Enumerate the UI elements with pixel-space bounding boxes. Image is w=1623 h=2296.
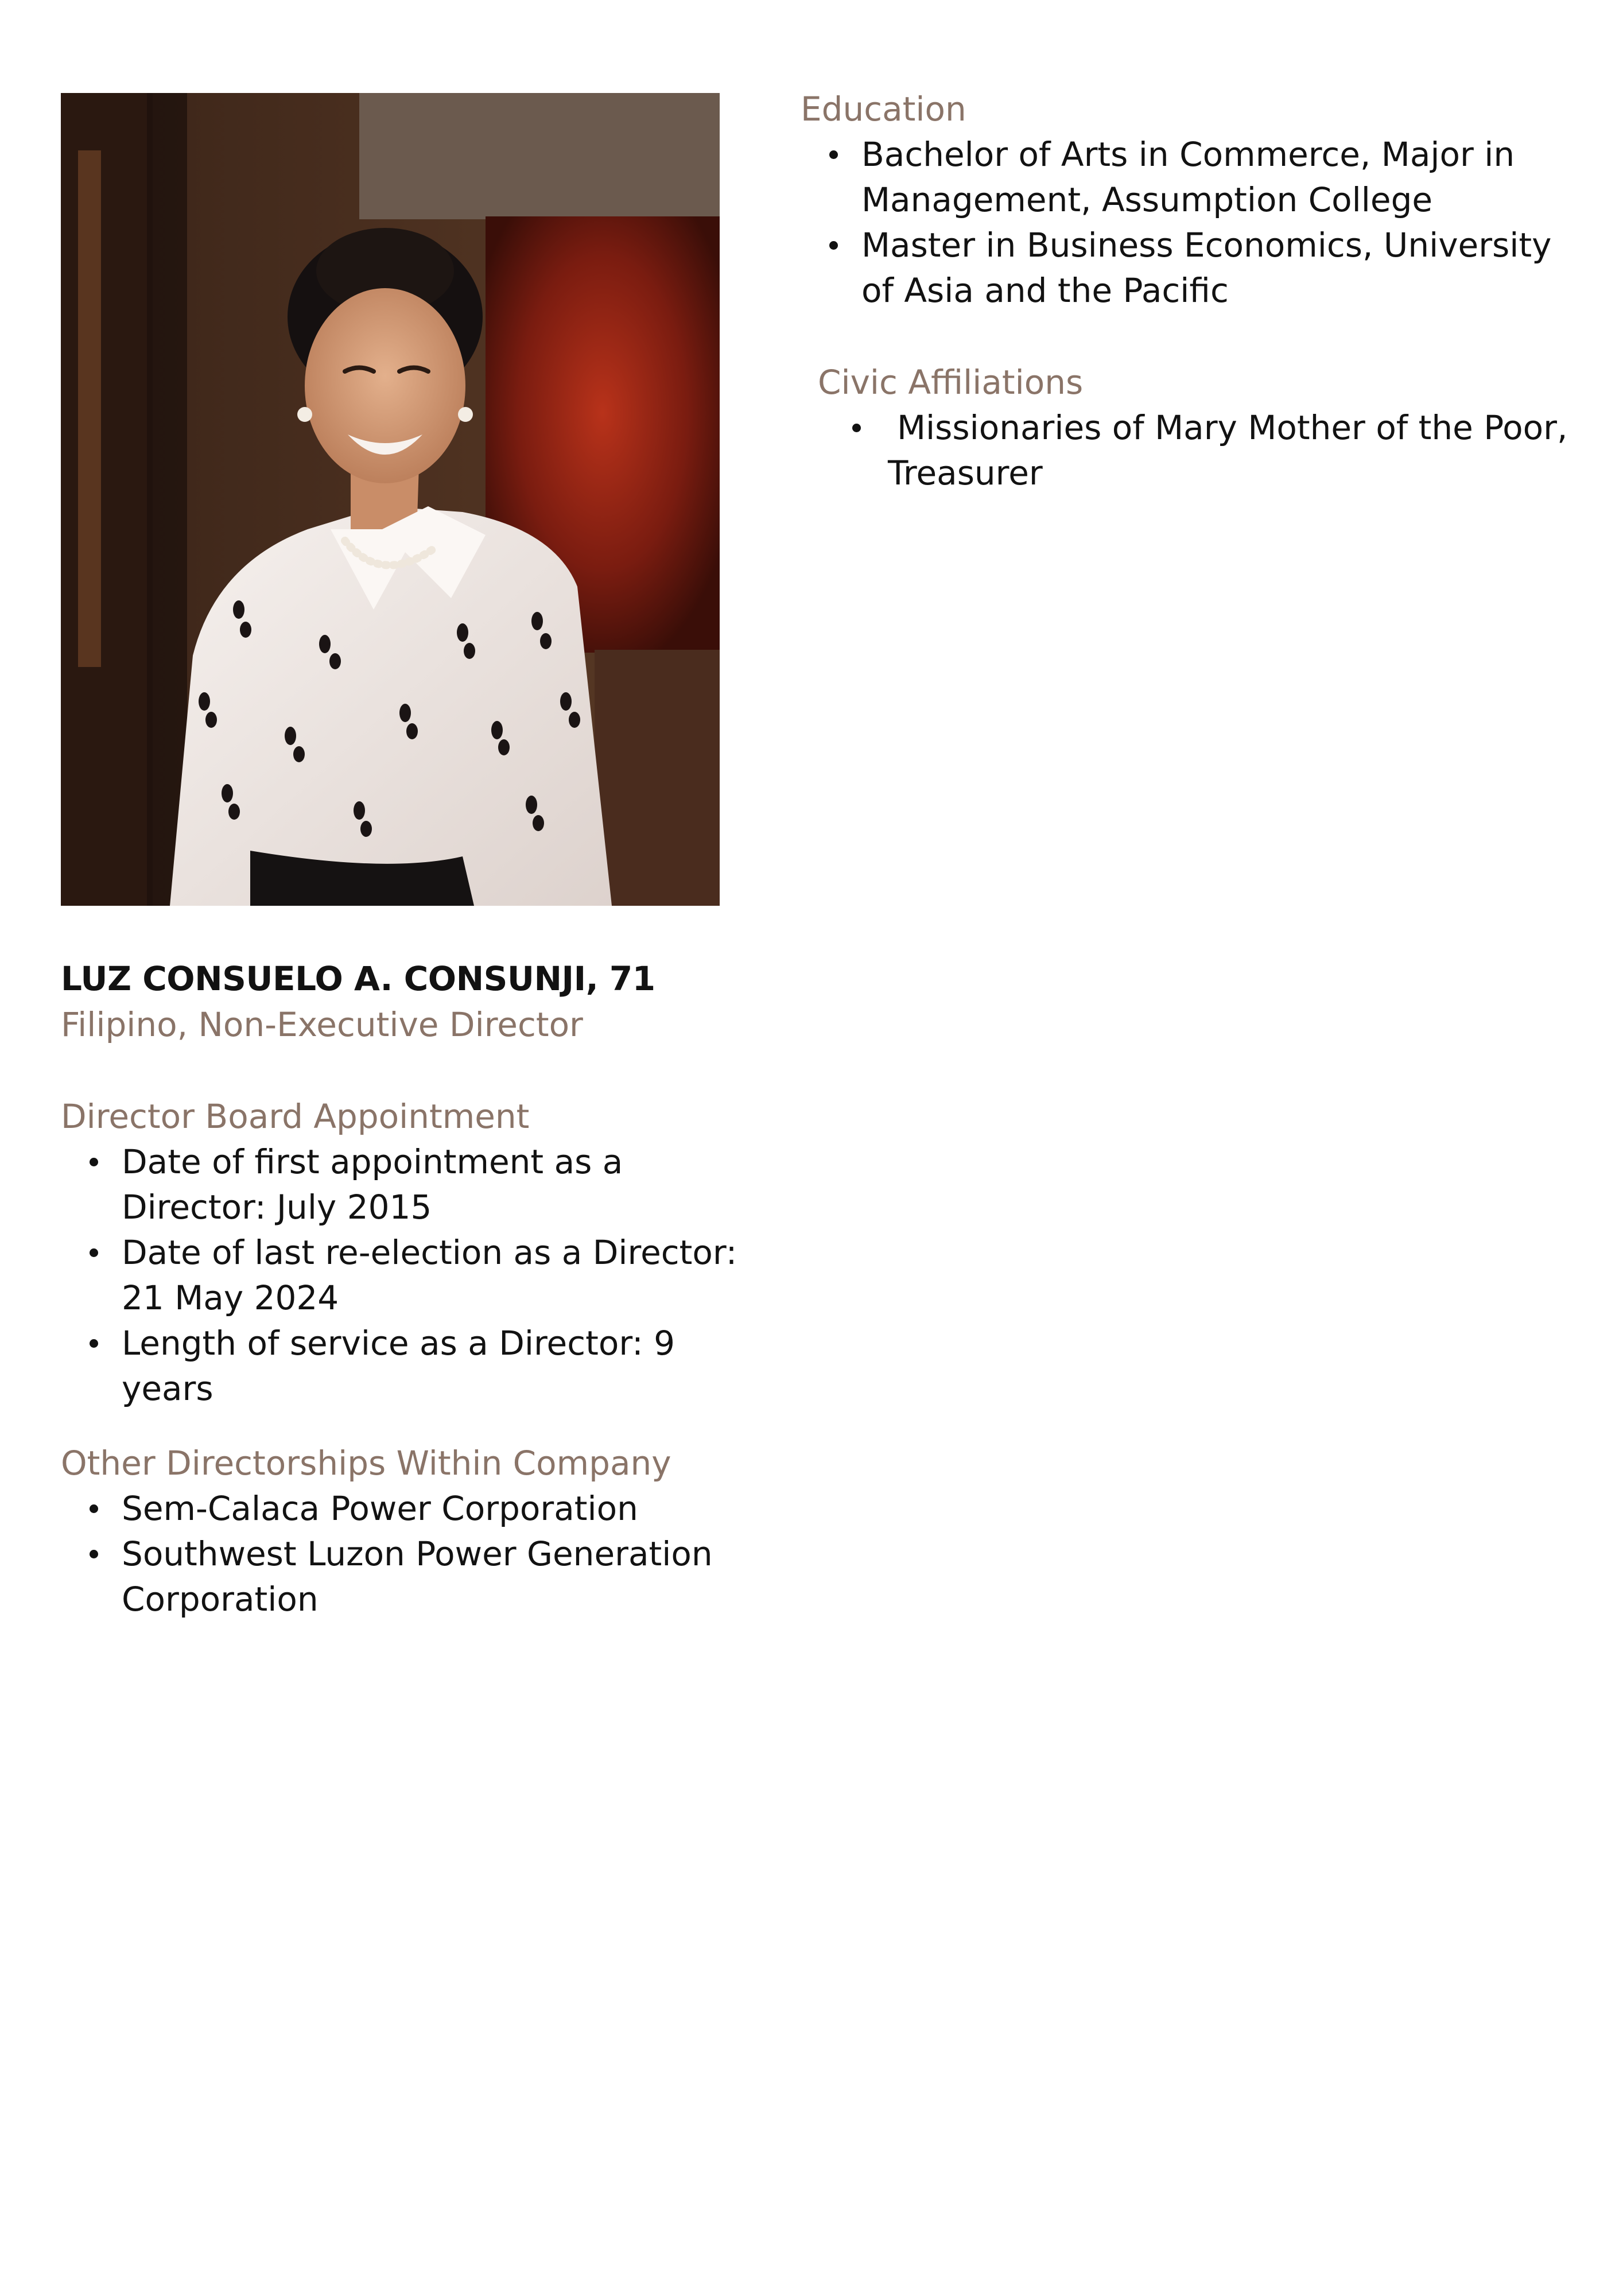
list-item: Date of last re-election as a Director: 21 May 2024 bbox=[122, 1230, 750, 1321]
civic-section bbox=[801, 359, 1570, 496]
list-item: Southwest Luzon Power Generation Corporation bbox=[122, 1531, 750, 1622]
board-appointment-heading: Director Board Appointment bbox=[61, 1097, 530, 1136]
left-column bbox=[61, 956, 750, 1622]
list-item: Master in Business Economics, University of Asia and the Pacific bbox=[861, 223, 1570, 313]
director-subtitle: Filipino, Non-Executive Director bbox=[61, 1005, 583, 1044]
civic-affiliations-list bbox=[818, 405, 1570, 496]
education-heading: Education bbox=[801, 90, 966, 129]
other-directorships-list bbox=[61, 1486, 750, 1622]
list-item bbox=[888, 405, 1570, 496]
list-item: Length of service as a Director: 9 years bbox=[122, 1321, 750, 1411]
list-item: Date of first appointment as a Director: July 2015 bbox=[122, 1139, 750, 1230]
civic-affiliations-heading: Civic Affiliations bbox=[818, 363, 1084, 402]
education-list bbox=[801, 132, 1570, 313]
list-item: Bachelor of Arts in Commerce, Major in Management, Assumption College bbox=[861, 132, 1570, 223]
board-appointment-list bbox=[61, 1139, 750, 1411]
right-column bbox=[801, 86, 1570, 496]
director-name: LUZ CONSUELO A. CONSUNJI, 71 bbox=[61, 959, 655, 998]
other-directorships-heading: Other Directorships Within Company bbox=[61, 1444, 671, 1483]
list-item: Sem-Calaca Power Corporation bbox=[122, 1486, 750, 1531]
portrait-image bbox=[61, 93, 720, 906]
civic-item-text: Missionaries of Mary Mother of the Poor, Treasurer bbox=[888, 408, 1568, 492]
director-portrait-photo bbox=[61, 93, 720, 906]
